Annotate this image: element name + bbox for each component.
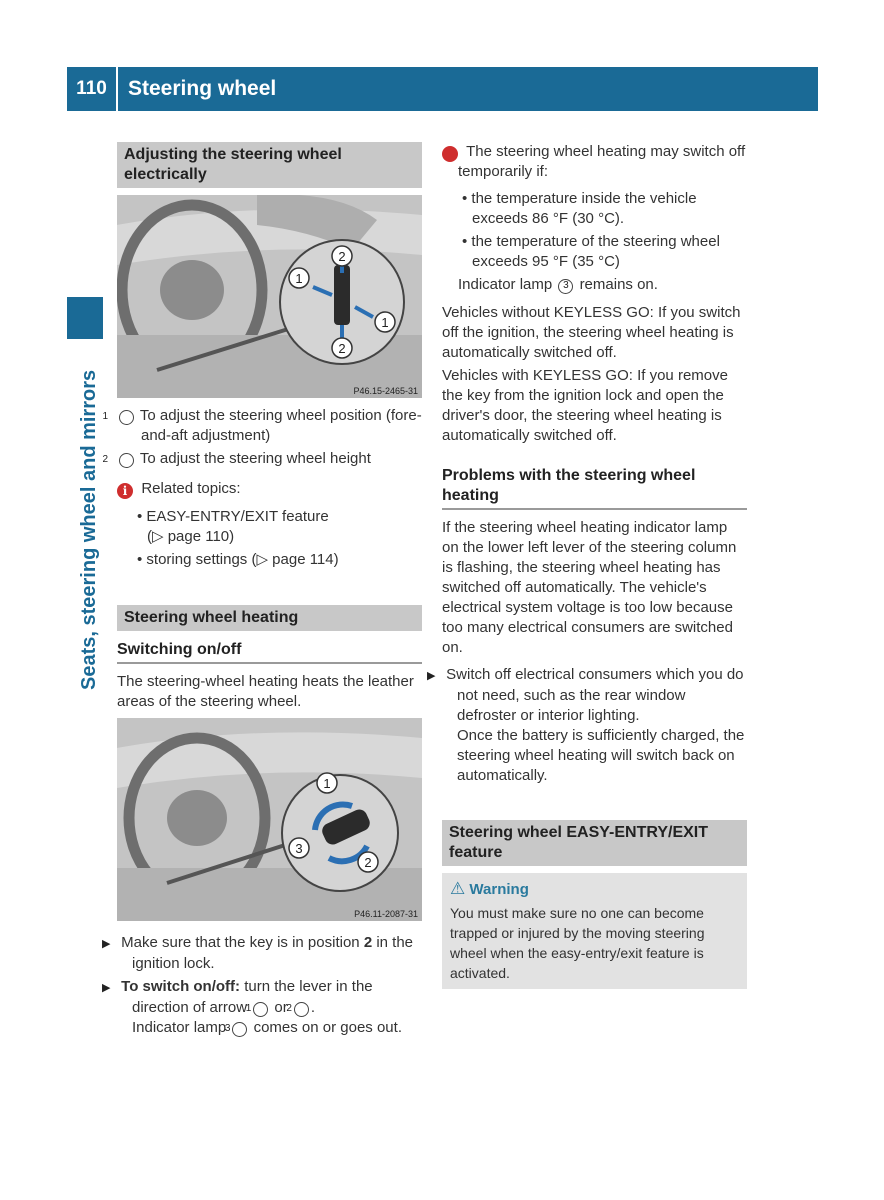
legend-item-2 bbox=[102, 449, 422, 469]
step2-note-b: comes on or goes out. bbox=[253, 1019, 402, 1036]
svg-text:2: 2 bbox=[338, 249, 346, 264]
heating-section bbox=[117, 605, 422, 712]
side-tab-label: Seats, steering wheel and mirrors bbox=[78, 369, 100, 690]
adjust-legend bbox=[102, 406, 422, 570]
action-step: ▶ Switch off electrical consumers which you do not need, such as the rear window defroster or interior lighting. Once the battery is sufficiently charged, the steering wheel heating will switch back on automatically. bbox=[427, 666, 745, 784]
svg-text:2: 2 bbox=[364, 855, 372, 870]
step2-text: turn the lever in the direction of arrow bbox=[132, 978, 373, 1016]
warning-box bbox=[442, 873, 747, 989]
step1-text-b: in the ignition lock. bbox=[132, 934, 414, 972]
page-title: Steering wheel bbox=[128, 77, 277, 100]
info-icon: i bbox=[117, 483, 133, 499]
note-intro: The steering wheel heating may switch off temporarily if: bbox=[458, 143, 746, 180]
step1-text-a: Make sure that the key is in position bbox=[121, 934, 360, 951]
step-1: ▶ Make sure that the key is in position 2 in the ignition lock. bbox=[102, 934, 414, 972]
legend-1-text: To adjust the steering wheel position (fore-and-aft adjustment) bbox=[139, 407, 422, 444]
svg-text:1: 1 bbox=[295, 271, 303, 286]
svg-text:2: 2 bbox=[338, 341, 346, 356]
related-1-ref[interactable]: (▷ page 110) bbox=[147, 528, 235, 545]
callout-1: 1 bbox=[253, 1002, 268, 1017]
heating-intro: The steering-wheel heating heats the leather areas of the steering wheel. bbox=[117, 673, 414, 710]
step-2: ▶ To switch on/off: turn the lever in the direction of arrow 1 or 2 . Indicator lamp 3 comes on or goes out. bbox=[102, 978, 402, 1036]
warning-text: You must make sure no one can become trapped or injured by the moving steering wheel when the easy-entry/exit feature is activated. bbox=[450, 905, 705, 981]
figure-code: P46.11-2087-31 bbox=[354, 909, 418, 919]
subheading-switching: Switching on/off bbox=[117, 640, 422, 664]
callout-2: 2 bbox=[294, 1002, 309, 1017]
warning-title-text: Warning bbox=[469, 881, 529, 898]
figure-code: P46.15-2465-31 bbox=[353, 386, 418, 396]
action-text-b: Once the battery is sufficiently charged, the steering wheel heating will switch back on automatically. bbox=[457, 727, 745, 784]
svg-text:3: 3 bbox=[295, 841, 303, 856]
para-without-keyless: Vehicles without KEYLESS GO: If you switch off the ignition, the steering wheel heating is automatically switched off. bbox=[442, 304, 741, 361]
lamp-text-b: remains on. bbox=[579, 276, 658, 293]
related-2-text: storing settings (▷ page 114) bbox=[146, 551, 339, 568]
figure-heating-lever bbox=[117, 718, 422, 921]
step2-note-a: Indicator lamp bbox=[132, 1019, 227, 1036]
note-bullet-2-text: the temperature of the steering wheel exceeds 95 °F (35 °C) bbox=[471, 233, 720, 270]
subheading-problems: Problems with the steering wheel heating bbox=[442, 466, 747, 510]
related-1-text: EASY-ENTRY/EXIT feature bbox=[146, 508, 329, 525]
action-text-a: Switch off electrical consumers which you do not need, such as the rear window defroster or interior lighting. bbox=[446, 666, 744, 724]
warning-title bbox=[450, 879, 739, 900]
para-with-keyless: Vehicles with KEYLESS GO: If you remove the key from the ignition lock and open the driver's door, the steering wheel heating is automatically switched off. bbox=[442, 367, 728, 444]
section-heading-adjusting: Adjusting the steering wheel electrically bbox=[117, 142, 422, 188]
svg-text:1: 1 bbox=[381, 315, 389, 330]
step2-bold: To switch on/off: bbox=[121, 978, 241, 995]
svg-text:1: 1 bbox=[323, 776, 331, 791]
related-topics bbox=[117, 479, 422, 499]
related-item-1[interactable]: • EASY-ENTRY/EXIT feature (▷ page 110) bbox=[137, 508, 329, 545]
side-tab-marker bbox=[67, 297, 103, 339]
callout-1: 1 bbox=[119, 410, 134, 425]
right-column bbox=[427, 142, 747, 786]
callout-3: 3 bbox=[558, 279, 573, 294]
figure-steering-adjust bbox=[117, 195, 422, 398]
legend-2-text: To adjust the steering wheel height bbox=[139, 450, 371, 467]
section-heading-easy-entry: Steering wheel EASY-ENTRY/EXIT feature bbox=[442, 820, 747, 866]
easy-entry-section bbox=[442, 820, 747, 989]
heating-note bbox=[434, 142, 747, 182]
legend-item-1 bbox=[102, 406, 422, 446]
problems-text: If the steering wheel heating indicator lamp on the lower left lever of the steering column is flashing, the steering wheel heating has switched off automatically. The vehicle's electrical system voltage is too low because too many electrical consumers are switched on. bbox=[442, 519, 737, 656]
page-header bbox=[67, 67, 818, 111]
step1-key-position: 2 bbox=[363, 934, 373, 951]
lamp-text-a: Indicator lamp bbox=[458, 276, 553, 293]
section-heading-heating: Steering wheel heating bbox=[117, 605, 422, 631]
indicator-lamp-note bbox=[442, 275, 747, 295]
page-number: 110 bbox=[67, 67, 118, 111]
note-bullet-1-text: the temperature inside the vehicle exceeds 86 °F (30 °C). bbox=[471, 190, 697, 227]
related-label: Related topics: bbox=[141, 480, 241, 497]
warning-triangle-icon: ⚠ bbox=[450, 879, 466, 898]
note-bullet-2: • the temperature of the steering wheel exceeds 95 °F (35 °C) bbox=[462, 233, 720, 270]
note-bullet-1: • the temperature inside the vehicle exceeds 86 °F (30 °C). bbox=[462, 190, 697, 227]
info-icon: i bbox=[442, 146, 458, 162]
heating-steps bbox=[102, 933, 422, 1038]
left-column-top bbox=[117, 142, 422, 188]
related-item-2[interactable]: • storing settings (▷ page 114) bbox=[137, 551, 339, 568]
callout-3: 3 bbox=[232, 1022, 247, 1037]
step2-or: or bbox=[274, 999, 288, 1016]
callout-2: 2 bbox=[119, 453, 134, 468]
